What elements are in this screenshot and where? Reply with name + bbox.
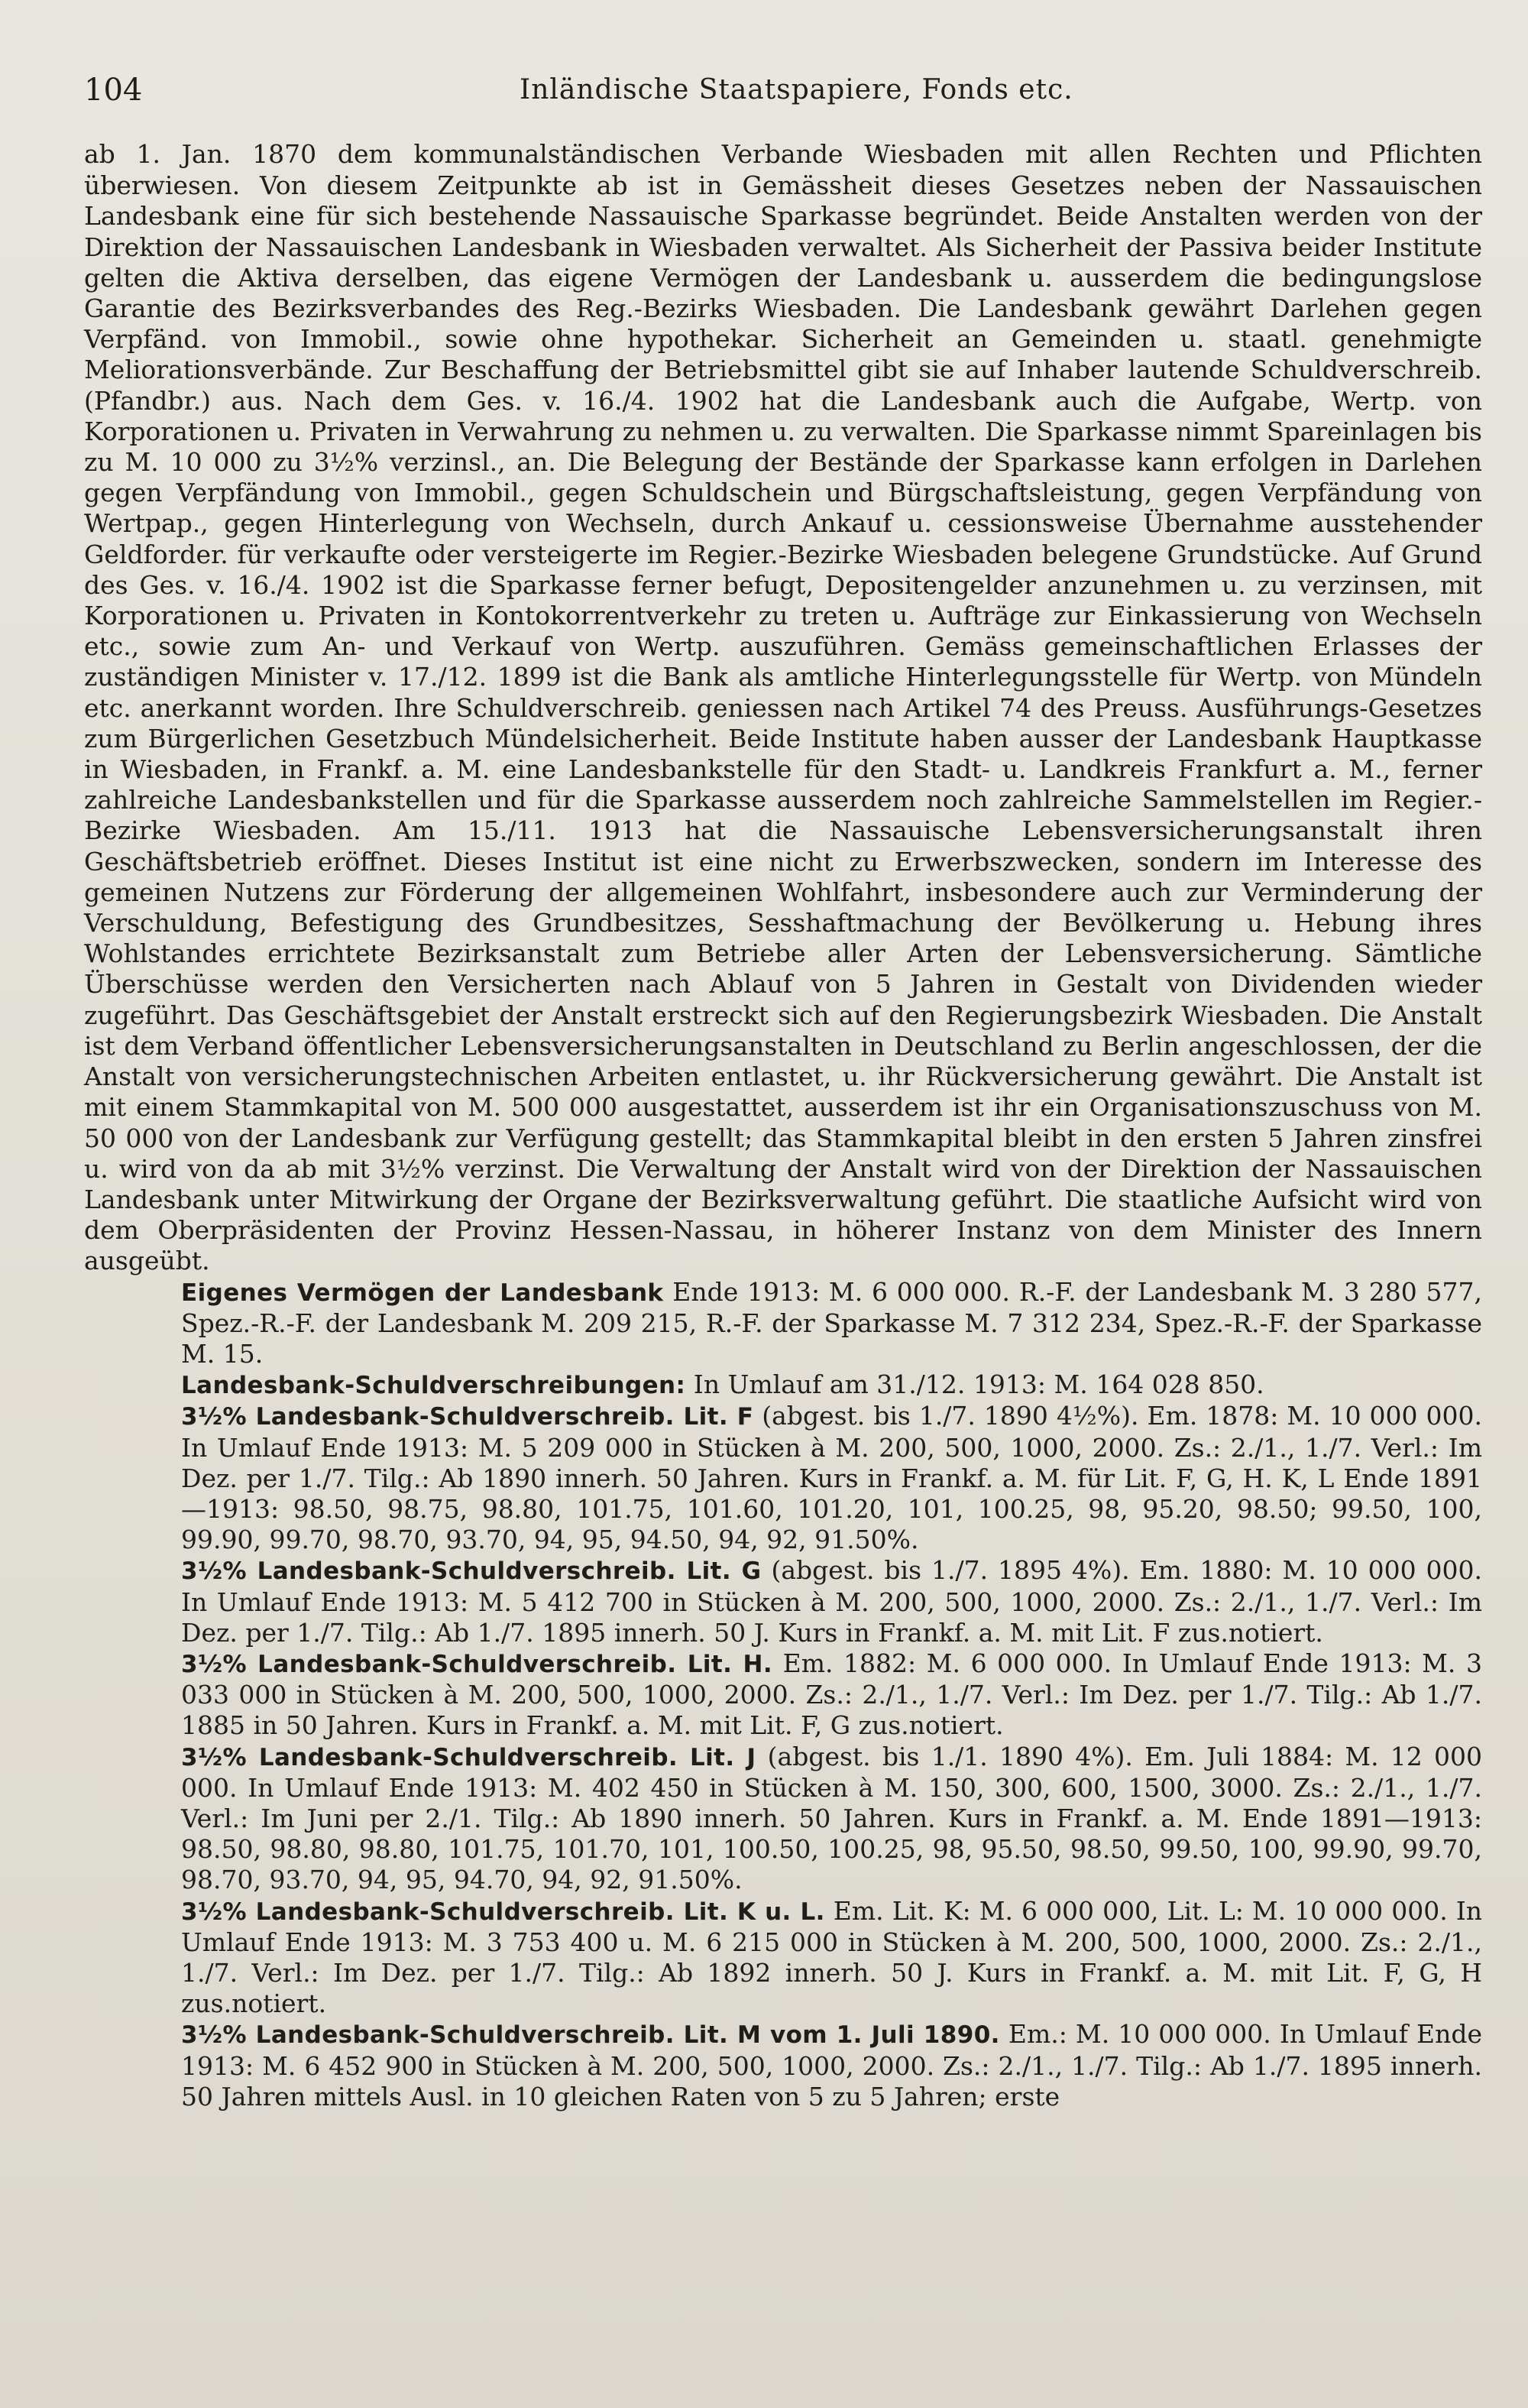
paragraph-heading: Landesbank-Schuldverschreibungen: bbox=[181, 1372, 686, 1400]
paragraph-heading: 3½% Landesbank-Schuldverschreib. Lit. G bbox=[181, 1557, 762, 1586]
paragraph-text: Em. Lit. K: M. 6 000 000, Lit. L: M. 10 000 000. In Umlauf Ende 1913: M. 3 753 400 u. M. 6 215 000 in Stücken à M. 200, 500, 1000, 2000. Zs.: 2./1., 1./7. Verl.: Im Dez. per 1./7. Tilg.: Ab 1892 innerh. 50 J. Kurs in Frankf. a. M. mit Lit. F, G, H zus.notiert. bbox=[181, 1895, 1482, 2019]
paragraph-heading: 3½% Landesbank-Schuldverschreib. Lit. J bbox=[181, 1743, 756, 1771]
document-body bbox=[84, 139, 1482, 2112]
page-number: 104 bbox=[84, 73, 143, 108]
paragraph-text: Ende 1913: M. 6 000 000. R.-F. der Landesbank M. 3 280 577, Spez.-R.-F. der Landesbank M. 209 215, R.-F. der Sparkasse M. 7 312 234, Spez.-R.-F. der Sparkasse M. 15. bbox=[181, 1276, 1482, 1369]
paragraph-text: (abgest. bis 1./1. 1890 4%). Em. Juli 1884: M. 12 000 000. In Umlauf Ende 1913: M. 402 450 in Stücken à M. 150, 300, 600, 1500, 3000. Zs.: 2./1., 1./7. Verl.: Im Juni per 2./1. Tilg.: Ab 1890 innerh. 50 Jahren. Kurs in Frankf. a. M. Ende 1891—1913: 98.50, 98.80, 98.80, 101.75, 101.70, 101, 100.50, 100.25, 98, 95.50, 98.50, 99.50, 100, 99.90, 99.70, 98.70, 93.70, 94, 95, 94.70, 94, 92, 91.50%. bbox=[181, 1741, 1483, 1895]
paragraph-lit-h bbox=[84, 1648, 1482, 1742]
paragraph-lit-g bbox=[84, 1555, 1482, 1648]
running-title: Inländische Staatspapiere, Fonds etc. bbox=[520, 74, 1073, 105]
paragraph-heading: 3½% Landesbank-Schuldverschreib. Lit. K u. L. bbox=[181, 1898, 825, 1926]
paragraph-heading: 3½% Landesbank-Schuldverschreib. Lit. F bbox=[181, 1403, 754, 1431]
paragraph-heading: Eigenes Vermögen der Landesbank bbox=[181, 1279, 664, 1307]
paragraph-intro bbox=[84, 139, 1482, 1277]
paragraph-lit-j bbox=[84, 1742, 1482, 1896]
paragraph-text: (abgest. bis 1./7. 1890 4½%). Em. 1878: M. 10 000 000. In Umlauf Ende 1913: M. 5 209 000 in Stücken à M. 200, 500, 1000, 2000. Zs.: 2./1., 1./7. Verl.: Im Dez. per 1./7. Tilg.: Ab 1890 innerh. 50 Jahren. Kurs in Frankf. a. M. für Lit. F, G, H. K, L Ende 1891—1913: 98.50, 98.75, 98.80, 101.75, 101.60, 101.20, 101, 100.25, 98, 95.20, 98.50; 99.50, 100, 99.90, 99.70, 98.70, 93.70, 94, 95, 94.50, 94, 92, 91.50%. bbox=[181, 1401, 1482, 1555]
paragraph-lit-k-l bbox=[84, 1896, 1482, 2020]
paragraph-text: Em. 1882: M. 6 000 000. In Umlauf Ende 1913: M. 3 033 000 in Stücken à M. 200, 500, 1000, 2000. Zs.: 2./1., 1./7. Verl.: Im Dez. per 1./7. Tilg.: Ab 1./7. 1885 in 50 Jahren. Kurs in Frankf. a. M. mit Lit. F, G zus.notiert. bbox=[181, 1648, 1482, 1741]
paragraph-text: ab 1. Jan. 1870 dem kommunalständischen Verbande Wiesbaden mit allen Rechten und Pflichten überwiesen. Von diesem Zeitpunkte ab ist in Gemässheit dieses Gesetzes neben der Nassauischen Landesbank eine für sich bestehende Nassauische Sparkasse begründet. Beide Anstalten werden von der Direktion der Nassauischen Landesbank in Wiesbaden verwaltet. Als Sicherheit der Passiva beider Institute gelten die Aktiva derselben, das eigene Vermögen der Landesbank u. ausserdem die bedingungslose Garantie des Bezirksverbandes des Reg.-Bezirks Wiesbaden. Die Landesbank gewährt Darlehen gegen Verpfänd. von Immobil., sowie ohne hypothekar. Sicherheit an Gemeinden u. staatl. genehmigte Meliorationsverbände. Zur Beschaffung der Betriebsmittel gibt sie auf Inhaber lautende Schuldverschreib. (Pfandbr.) aus. Nach dem Ges. v. 16./4. 1902 hat die Landesbank auch die Aufgabe, Wertp. von Korporationen u. Privaten in Verwahrung zu nehmen u. zu verwalten. Die Sparkasse nimmt Spareinlagen bis zu M. 10 000 zu 3½% verzinsl., an. Die Belegung der Bestände der Sparkasse kann erfolgen in Darlehen gegen Verpfändung von Immobil., gegen Schuldschein und Bürgschaftsleistung, gegen Verpfändung von Wertpap., gegen Hinterlegung von Wechseln, durch Ankauf u. cessionsweise Übernahme ausstehender Geldforder. für verkaufte oder versteigerte im Regier.-Bezirke Wiesbaden belegene Grundstücke. Auf Grund des Ges. v. 16./4. 1902 ist die Sparkasse ferner befugt, Depositengelder anzunehmen u. zu verzinsen, mit Korporationen u. Privaten in Kontokorrentverkehr zu treten u. Aufträge zur Einkassierung von Wechseln etc., sowie zum An- und Verkauf von Wertp. auszuführen. Gemäss gemeinschaftlichen Erlasses der zuständigen Minister v. 17./12. 1899 ist die Bank als amtliche Hinterlegungsstelle für Wertp. von Mündeln etc. anerkannt worden. Ihre Schuldverschreib. geniessen nach Artikel 74 des Preuss. Ausführungs-Gesetzes zum Bürgerlichen Gesetzbuch Mündelsicherheit. Beide Institute haben ausser der Landesbank Hauptkasse in Wiesbaden, in Frankf. a. M. eine Landesbankstelle für den Stadt- u. Landkreis Frankfurt a. M., ferner zahlreiche Landesbankstellen und für die Sparkasse ausserdem noch zahlreiche Sammelstellen im Regier.-Bezirke Wiesbaden. Am 15./11. 1913 hat die Nassauische Lebensversicherungsanstalt ihren Geschäftsbetrieb eröffnet. Dieses Institut ist eine nicht zu Erwerbszwecken, sondern im Interesse des gemeinen Nutzens zur Förderung der allgemeinen Wohlfahrt, insbesondere auch zur Verminderung der Verschuldung, Befestigung des Grundbesitzes, Sesshaftmachung der Bevölkerung u. Hebung ihres Wohlstandes errichtete Bezirksanstalt zum Betriebe aller Arten der Lebensversicherung. Sämtliche Überschüsse werden den Versicherten nach Ablauf von 5 Jahren in Gestalt von Dividenden wieder zugeführt. Das Geschäftsgebiet der Anstalt erstreckt sich auf den Regierungsbezirk Wiesbaden. Die Anstalt ist dem Verband öffentlicher Lebensversicherungsanstalten in Deutschland zu Berlin angeschlossen, der die Anstalt von versicherungstechnischen Arbeiten entlastet, u. ihr Rückversicherung gewährt. Die Anstalt ist mit einem Stammkapital von M. 500 000 ausgestattet, ausserdem ist ihr ein Organisationszuschuss von M. 50 000 von der Landesbank zur Verfügung gestellt; das Stammkapital bleibt in den ersten 5 Jahren zinsfrei u. wird von da ab mit 3½% verzinst. Die Verwaltung der Anstalt wird von der Direktion der Nassauischen Landesbank unter Mitwirkung der Organe der Bezirksverwaltung geführt. Die staatliche Aufsicht wird von dem Oberpräsidenten der Provinz Hessen-Nassau, in höherer Instanz von dem Minister des Innern ausgeübt. bbox=[84, 139, 1482, 1276]
paragraph-schuldverschreibungen bbox=[84, 1369, 1482, 1401]
paragraph-text: Em.: M. 10 000 000. In Umlauf Ende 1913: M. 6 452 900 in Stücken à M. 200, 500, 1000, 2000. Zs.: 2./1., 1./7. Tilg.: Ab 1./7. 1895 innerh. 50 Jahren mittels Ausl. in 10 gleichen Raten von 5 zu 5 Jahren; erste bbox=[181, 2019, 1482, 2111]
paragraph-lit-m bbox=[84, 2019, 1482, 2112]
paragraph-text: In Umlauf am 31./12. 1913: M. 164 028 850. bbox=[685, 1369, 1264, 1400]
paragraph-eigenes-vermoegen bbox=[84, 1277, 1482, 1370]
paragraph-lit-f bbox=[84, 1401, 1482, 1555]
paragraph-text: (abgest. bis 1./7. 1895 4%). Em. 1880: M. 10 000 000. In Umlauf Ende 1913: M. 5 412 700 in Stücken à M. 200, 500, 1000, 2000. Zs.: 2./1., 1./7. Verl.: Im Dez. per 1./7. Tilg.: Ab 1./7. 1895 innerh. 50 J. Kurs in Frankf. a. M. mit Lit. F zus.notiert. bbox=[181, 1555, 1482, 1648]
page-header bbox=[84, 67, 1459, 113]
paragraph-heading: 3½% Landesbank-Schuldverschreib. Lit. H. bbox=[181, 1650, 773, 1678]
paragraph-heading: 3½% Landesbank-Schuldverschreib. Lit. M vom 1. Juli 1890. bbox=[181, 2021, 1000, 2050]
